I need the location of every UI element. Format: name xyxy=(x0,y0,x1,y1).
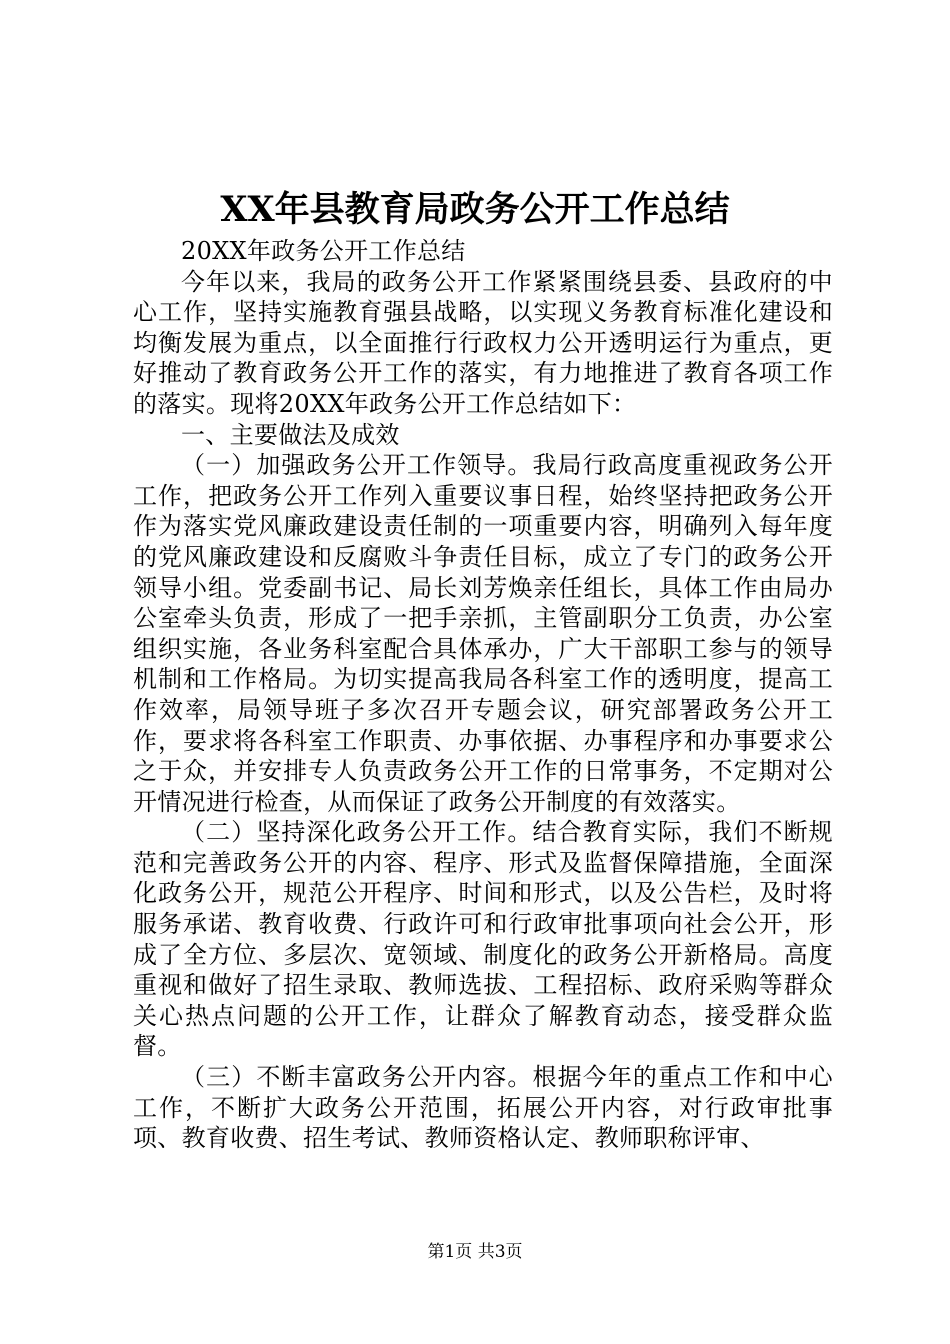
section-heading: 一、主要做法及成效 xyxy=(181,420,400,449)
intro-paragraph: 今年以来，我局的政务公开工作紧紧围绕县委、县政府的中心工作，坚持实施教育强县战略，以实现义务教育标准化建设和均衡发展为重点，以全面推行行政权力公开透明运行为重点，更好推动了教育政务公开工作的落实，有力地推进了教育各项工作的落实。现将20XX年政务公开工作总结如下： xyxy=(133,267,833,418)
paragraph-content: （三）不断丰富政务公开内容。根据今年的重点工作和中心工作，不断扩大政务公开范围，拓展公开内容，对行政审批事项、教育收费、招生考试、教师资格认定、教师职称评审、 xyxy=(133,1063,833,1153)
subtitle-paragraph: 20XX年政务公开工作总结 xyxy=(181,237,466,265)
paragraph-leadership: （一）加强政务公开工作领导。我局行政高度重视政务公开工作，把政务公开工作列入重要议事日程，始终坚持把政务公开作为落实党风廉政建设责任制的一项重要内容，明确列入每年度的党风廉政建设和反腐败斗争责任目标，成立了专门的政务公开领导小组。党委副书记、局长刘芳焕亲任组长，具体工作由局办公室牵头负责，形成了一把手亲抓，主管副职分工负责，办公室组织实施，各业务科室配合具体承办，广大干部职工参与的领导机制和工作格局。为切实提高我局各科室工作的透明度，提高工作效率，局领导班子多次召开专题会议，研究部署政务公开工作，要求将各科室工作职责、办事依据、办事程序和办事要求公之于众，并安排专人负责政务公开工作的日常事务，不定期对公开情况进行检查，从而保证了政务公开制度的有效落实。 xyxy=(133,451,833,816)
paragraph-deepen: （二）坚持深化政务公开工作。结合教育实际，我们不断规范和完善政务公开的内容、程序、形式及监督保障措施，全面深化政务公开，规范公开程序、时间和形式，以及公告栏，及时将服务承诺、教育收费、行政许可和行政审批事项向社会公开，形成了全方位、多层次、宽领域、制度化的政务公开新格局。高度重视和做好了招生录取、教师选拔、工程招标、政府采购等群众关心热点问题的公开工作，让群众了解教育动态，接受群众监督。 xyxy=(133,818,833,1061)
page-footer: 第1页 共3页 xyxy=(427,1242,523,1262)
document-body xyxy=(133,236,833,1154)
document-title: XX年县教育局政务公开工作总结 xyxy=(220,189,730,230)
